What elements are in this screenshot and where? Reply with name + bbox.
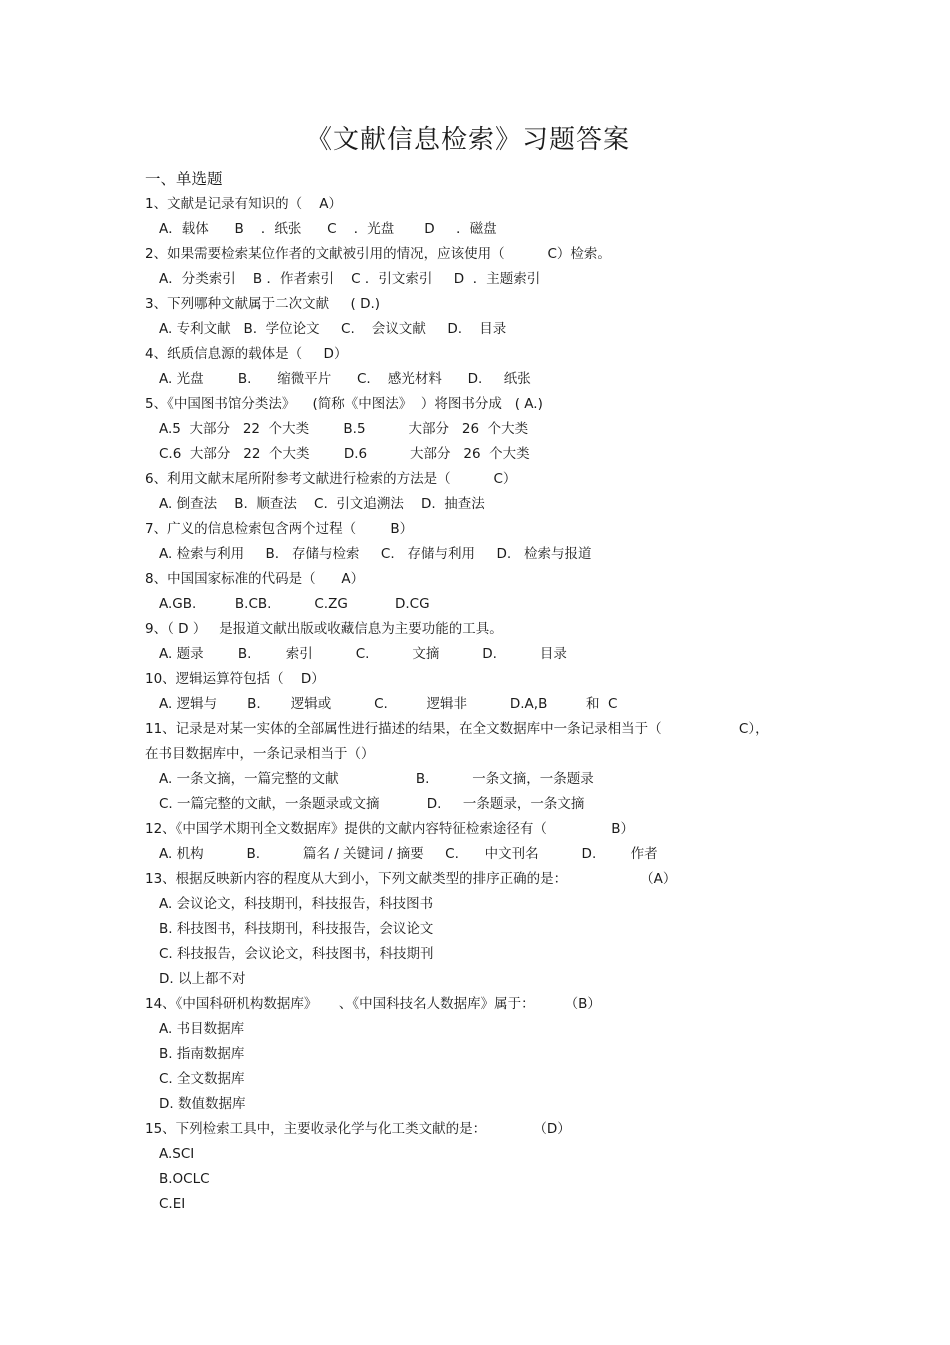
question-stem: 3、下列哪种文献属于二次文献 ( D.) bbox=[145, 296, 381, 312]
question-options: D. 数值数据库 bbox=[159, 1096, 246, 1112]
question-options: C. 全文数据库 bbox=[159, 1071, 245, 1087]
question-options: A.SCI bbox=[159, 1146, 195, 1162]
question-options: A. 倒查法 B. 顺查法 C. 引文追溯法 D. 抽查法 bbox=[159, 496, 485, 512]
question-stem: 14、《中国科研机构数据库》 、《中国科技名人数据库》属于： （B） bbox=[145, 996, 601, 1012]
question-options: B. 指南数据库 bbox=[159, 1046, 245, 1062]
question-stem: 7、广义的信息检索包含两个过程（ B） bbox=[145, 521, 414, 537]
question-options: C.EI bbox=[159, 1196, 186, 1212]
question-options: A. 逻辑与 B. 逻辑或 C. 逻辑非 D.A,B 和 C bbox=[159, 696, 618, 712]
question-stem: 15、下列检索工具中，主要收录化学与化工类文献的是： （D） bbox=[145, 1121, 571, 1137]
question-stem: 6、利用文献末尾所附参考文献进行检索的方法是（ C） bbox=[145, 471, 517, 487]
section-heading: 一、单选题 bbox=[145, 170, 223, 188]
question-options: B. 科技图书，科技期刊，科技报告，会议论文 bbox=[159, 921, 434, 937]
question-stem: 1、文献是记录有知识的（ A） bbox=[145, 196, 342, 212]
question-options: A. 光盘 B. 缩微平片 C. 感光材料 D. 纸张 bbox=[159, 371, 531, 387]
question-options: A. 专利文献 B. 学位论文 C. 会议文献 D. 目录 bbox=[159, 321, 507, 337]
question-options: A．载体 B ．纸张 C ．光盘 D ．磁盘 bbox=[159, 221, 497, 237]
question-stem: 4、纸质信息源的载体是（ D） bbox=[145, 346, 348, 362]
document-title: 《文献信息检索》习题答案 bbox=[305, 125, 630, 155]
question-stem-continued: 在书目数据库中，一条记录相当于（） bbox=[145, 746, 375, 762]
question-options: A. 书目数据库 bbox=[159, 1021, 245, 1037]
question-stem: 11、记录是对某一实体的全部属性进行描述的结果，在全文数据库中一条记录相当于（ C）， bbox=[145, 721, 769, 737]
document-body bbox=[145, 166, 825, 1217]
question-options: A. 一条文摘，一篇完整的文献 B. 一条文摘，一条题录 bbox=[159, 771, 594, 787]
question-options: A. 机构 B. 篇名 / 关键词 / 摘要 C. 中文刊名 D. 作者 bbox=[159, 846, 658, 862]
question-options: C. 一篇完整的文献，一条题录或文摘 D. 一条题录，一条文摘 bbox=[159, 796, 585, 812]
question-options: A.5 大部分 22 个大类 B.5 大部分 26 个大类 bbox=[159, 421, 529, 437]
question-options: A. 检索与利用 B. 存储与检索 C. 存储与利用 D. 检索与报道 bbox=[159, 546, 592, 562]
question-options: C.6 大部分 22 个大类 D.6 大部分 26 个大类 bbox=[159, 446, 530, 462]
question-stem: 8、中国国家标准的代码是（ A） bbox=[145, 571, 365, 587]
question-stem: 13、根据反映新内容的程度从大到小，下列文献类型的排序正确的是： （A） bbox=[145, 871, 677, 887]
question-stem: 2、如果需要检索某位作者的文献被引用的情况，应该使用（ C）检索。 bbox=[145, 246, 611, 262]
question-options: A．分类索引 B ．作者索引 C ．引文索引 D ．主题索引 bbox=[159, 271, 541, 287]
question-stem: 9、（ D ） 是报道文献出版或收藏信息为主要功能的工具。 bbox=[145, 621, 503, 637]
question-options: A.GB. B.CB. C.ZG D.CG bbox=[159, 596, 430, 612]
question-options: D. 以上都不对 bbox=[159, 971, 246, 987]
question-options: B.OCLC bbox=[159, 1171, 210, 1187]
question-stem: 10、逻辑运算符包括（ D） bbox=[145, 671, 325, 687]
question-stem: 12、《中国学术期刊全文数据库》提供的文献内容特征检索途径有（ B） bbox=[145, 821, 635, 837]
question-options: A. 题录 B. 索引 C. 文摘 D. 目录 bbox=[159, 646, 567, 662]
question-options: C. 科技报告，会议论文，科技图书，科技期刊 bbox=[159, 946, 434, 962]
question-options: A. 会议论文，科技期刊，科技报告，科技图书 bbox=[159, 896, 434, 912]
question-stem: 5、《中国图书馆分类法》 (简称《中图法》 ）将图书分成 ( A.) bbox=[145, 396, 543, 412]
